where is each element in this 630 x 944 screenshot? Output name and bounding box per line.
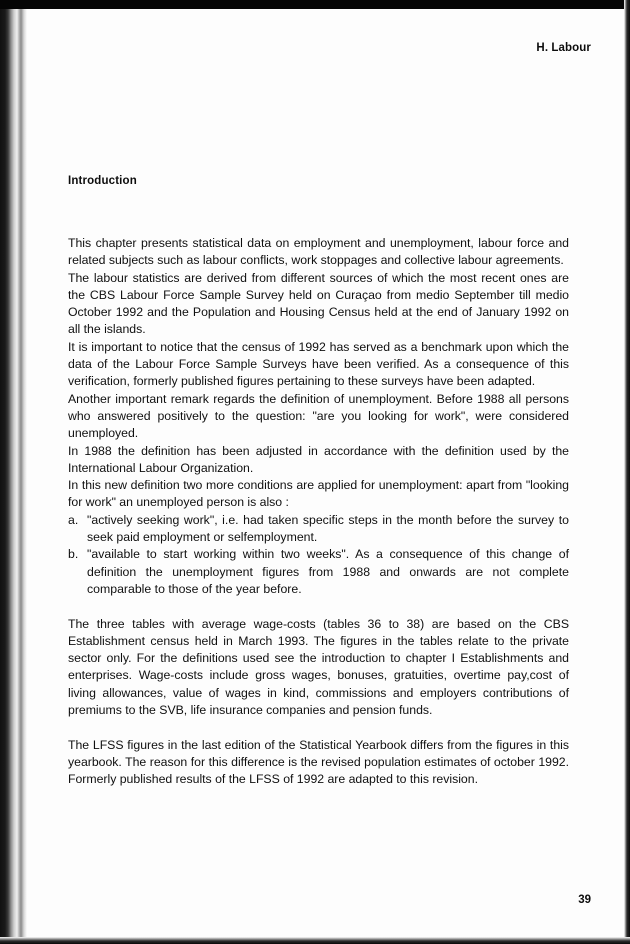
page-number: 39 [578,894,591,906]
scan-spine-shadow [0,0,27,944]
list-item-marker: b. [68,547,79,562]
paragraph-data-sources: The labour statistics are derived from different sources of which the most recent ones are the CBS Labour Force Sample Survey held on Curaçao from medio September till medio October 1992 and the Population and Housing Census held at the end of January 1992 on all the islands. [68,270,569,337]
paragraph-new-definition-conditions: In this new definition two more conditions are applied for unemployment: apart from "looking for work" an unemployed person is also : [68,478,569,510]
list-item [68,546,569,598]
paragraph-census-benchmark: It is important to notice that the census of 1992 has served as a benchmark upon which the data of the Labour Force Sample Surveys have been verified. As a consequence of this verification, formerly published figures pertaining to these surveys have been adapted. [68,339,569,389]
scan-edge-top [0,0,630,9]
scan-edge-bottom [0,937,630,944]
paragraph-unemployment-definition-pre1988: Another important remark regards the definition of unemployment. Before 1988 all persons who answered positively to the question: "are you looking for work", were considered unemployed. [68,391,569,441]
paragraph-lfss-revision: The LFSS figures in the last edition of the Statistical Yearbook differs from the figures in this yearbook. The reason for this difference is the revised population estimates of october 1992. Formerly published results of the LFSS of 1992 are adapted to this revision. [68,737,569,787]
page-header-chapter-label: H. Labour [536,42,591,54]
list-item [68,512,569,547]
list-item-text: "actively seeking work", i.e. had taken specific steps in the month before the survey to seek paid employment or selfemployment. [87,512,569,545]
paragraph-wage-cost-tables: The three tables with average wage-costs (tables 36 to 38) are based on the CBS Establishment census held in March 1993. The figures in the tables relate to the private sector only. For the definitions used see the introduction to chapter I Establishments and enterprises. Wage-costs include gross wages, bonuses, gratuities, overtime pay,cost of living allowances, value of wages in kind, commissions and employers contributions of premiums to the SVB, life insurance companies and pension funds. [68,616,569,718]
conditions-list [68,512,569,598]
paragraph-ilo-definition: In 1988 the definition has been adjusted in accordance with the definition used by the International Labour Organization. [68,443,569,475]
paragraph-intro-scope: This chapter presents statistical data on employment and unemployment, labour force and related subjects such as labour conflicts, work stoppages and collective labour agreements. [68,236,569,268]
list-item-text: "available to start working within two weeks". As a consequence of this change of definition the unemployment figures from 1988 and onwards are not complete comparable to those of the year before. [87,547,569,596]
list-item-marker: a. [68,512,79,527]
page-title: Introduction [68,175,137,187]
page-paper [24,9,624,937]
scan-edge-right [624,0,630,944]
body-text-block [68,235,569,789]
